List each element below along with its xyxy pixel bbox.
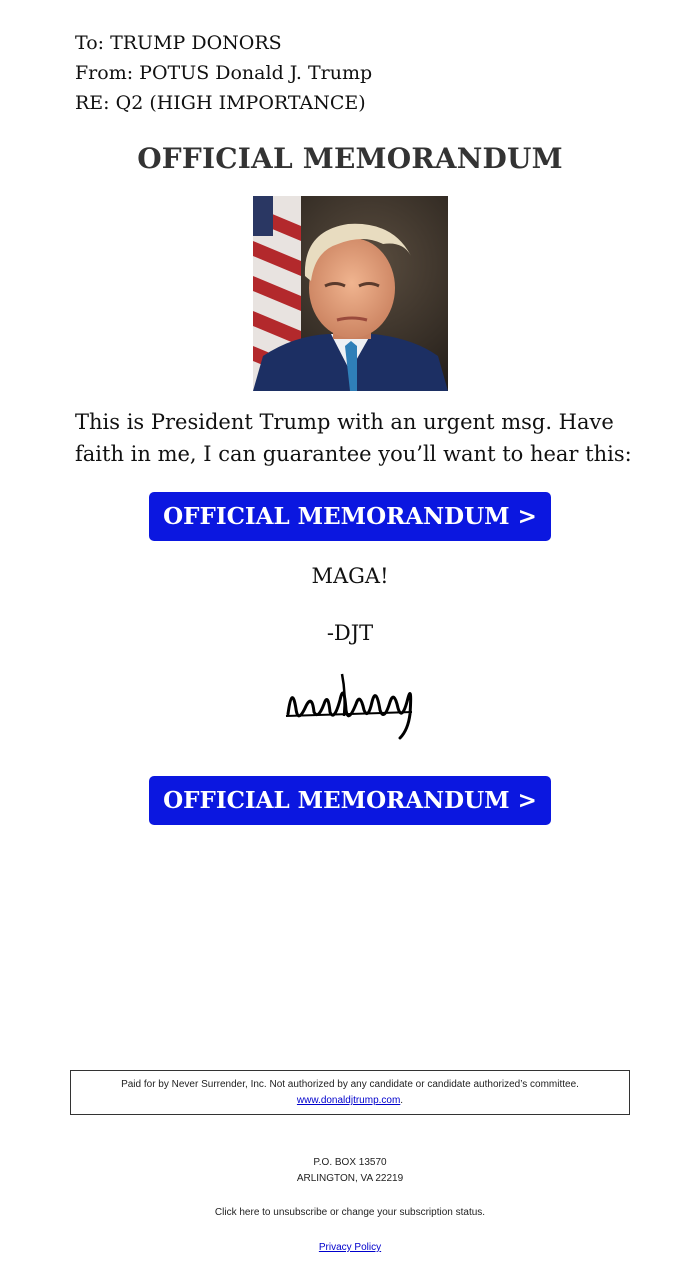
memo-title: OFFICIAL MEMORANDUM bbox=[137, 142, 563, 175]
mailing-address bbox=[0, 1155, 700, 1187]
memorandum-button-bottom[interactable]: OFFICIAL MEMORANDUM > bbox=[149, 776, 551, 825]
portrait-image bbox=[253, 196, 448, 391]
memo-from: From: POTUS Donald J. Trump bbox=[75, 62, 373, 84]
signature-image bbox=[282, 664, 418, 744]
signoff-text: -DJT bbox=[326, 621, 374, 645]
memo-re: RE: Q2 (HIGH IMPORTANCE) bbox=[75, 92, 366, 114]
city-line: ARLINGTON, VA 22219 bbox=[296, 1173, 404, 1184]
memorandum-button-top[interactable]: OFFICIAL MEMORANDUM > bbox=[149, 492, 551, 541]
privacy-policy-link[interactable]: Privacy Policy bbox=[318, 1242, 382, 1253]
disclaimer-text: Paid for by Never Surrender, Inc. Not authorized by any candidate or candidate authorized’s committee. bbox=[121, 1079, 579, 1090]
po-box: P.O. BOX 13570 bbox=[313, 1157, 387, 1168]
closing-text: MAGA! bbox=[311, 564, 389, 588]
disclaimer-suffix: . bbox=[400, 1095, 404, 1106]
website-link[interactable]: www.donaldjtrump.com bbox=[296, 1095, 401, 1106]
memo-to: To: TRUMP DONORS bbox=[75, 32, 282, 54]
paid-for-disclaimer bbox=[70, 1070, 630, 1115]
intro-text: This is President Trump with an urgent msg. Have faith in me, I can guarantee you’ll want to hear this: bbox=[75, 410, 632, 466]
memo-header bbox=[75, 28, 372, 118]
unsubscribe-link[interactable]: Click here to unsubscribe or change your subscription status. bbox=[214, 1207, 486, 1218]
